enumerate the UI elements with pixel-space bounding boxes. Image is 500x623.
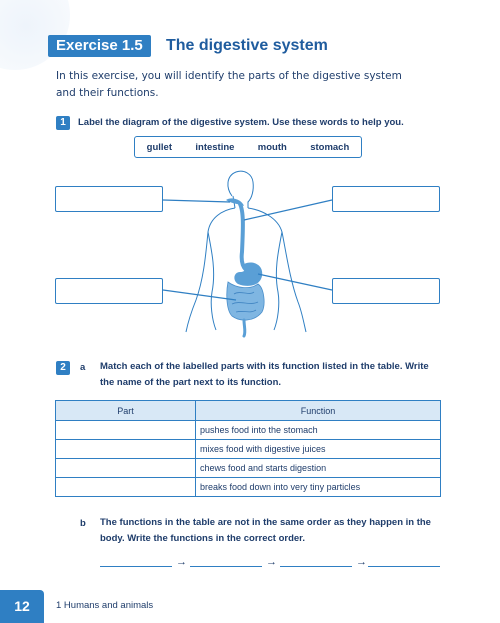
- function-cell: chews food and starts digestion: [196, 459, 441, 478]
- word-bank-item: mouth: [257, 141, 287, 153]
- pointer-line-stomach: [258, 274, 332, 290]
- parts-function-table: [55, 400, 441, 497]
- gullet-shape: [240, 204, 246, 270]
- arrow-right-icon: →: [356, 556, 367, 568]
- order-answer-line-1[interactable]: [100, 566, 172, 567]
- body-outline-waist-right: [274, 232, 282, 330]
- table-header-row: [56, 401, 441, 421]
- word-bank: [134, 136, 362, 158]
- function-cell: mixes food with digestive juices: [196, 440, 441, 459]
- word-bank-item: stomach: [310, 141, 350, 153]
- question-1-instruction: Label the diagram of the digestive system. Use these words to help you.: [78, 117, 404, 128]
- question-2-number: 2: [56, 361, 70, 375]
- body-outline-waist-left: [208, 232, 216, 330]
- part-b-letter: b: [80, 518, 86, 529]
- word-bank-item: intestine: [195, 141, 235, 153]
- table-row: [56, 478, 441, 497]
- arrow-right-icon: →: [176, 556, 187, 568]
- part-a-text-line2: the name of the part next to its function.: [100, 377, 282, 388]
- table-row: [56, 440, 441, 459]
- order-answer-line-3[interactable]: [280, 566, 352, 567]
- page-number: 12: [0, 590, 44, 623]
- exercise-title: The digestive system: [166, 37, 328, 54]
- exercise-intro: In this exercise, you will identify the parts of the digestive system and their functions.: [56, 70, 402, 99]
- intestine-shape: [227, 282, 264, 320]
- rectum-shape: [244, 320, 245, 336]
- order-answer-sequence: [100, 556, 440, 572]
- table-row: [56, 421, 441, 440]
- table-row: [56, 459, 441, 478]
- function-cell: pushes food into the stomach: [196, 421, 441, 440]
- question-1-number: 1: [56, 116, 70, 130]
- part-a-letter: a: [80, 362, 86, 373]
- order-answer-line-4[interactable]: [368, 566, 440, 567]
- part-b-text-line2: body. Write the functions in the correct order.: [100, 533, 305, 544]
- column-header-function: Function: [196, 401, 441, 421]
- part-answer-cell[interactable]: [56, 440, 196, 459]
- exercise-number-badge: Exercise 1.5: [48, 35, 151, 57]
- pointer-line-mouth: [163, 200, 230, 202]
- part-a-text-line1: Match each of the labelled parts with its function listed in the table. Write: [100, 361, 429, 372]
- digestive-system-diagram: [0, 160, 500, 350]
- chapter-footer: 1 Humans and animals: [56, 600, 154, 611]
- column-header-part: Part: [56, 401, 196, 421]
- function-cell: breaks food down into very tiny particles: [196, 478, 441, 497]
- word-bank-item: gullet: [146, 141, 173, 153]
- arrow-right-icon: →: [266, 556, 277, 568]
- part-answer-cell[interactable]: [56, 459, 196, 478]
- pointer-line-intestine: [163, 290, 236, 300]
- part-answer-cell[interactable]: [56, 478, 196, 497]
- order-answer-line-2[interactable]: [190, 566, 262, 567]
- body-outline-left: [186, 208, 235, 332]
- part-b-text-line1: The functions in the table are not in the same order as they happen in the: [100, 517, 431, 528]
- part-answer-cell[interactable]: [56, 421, 196, 440]
